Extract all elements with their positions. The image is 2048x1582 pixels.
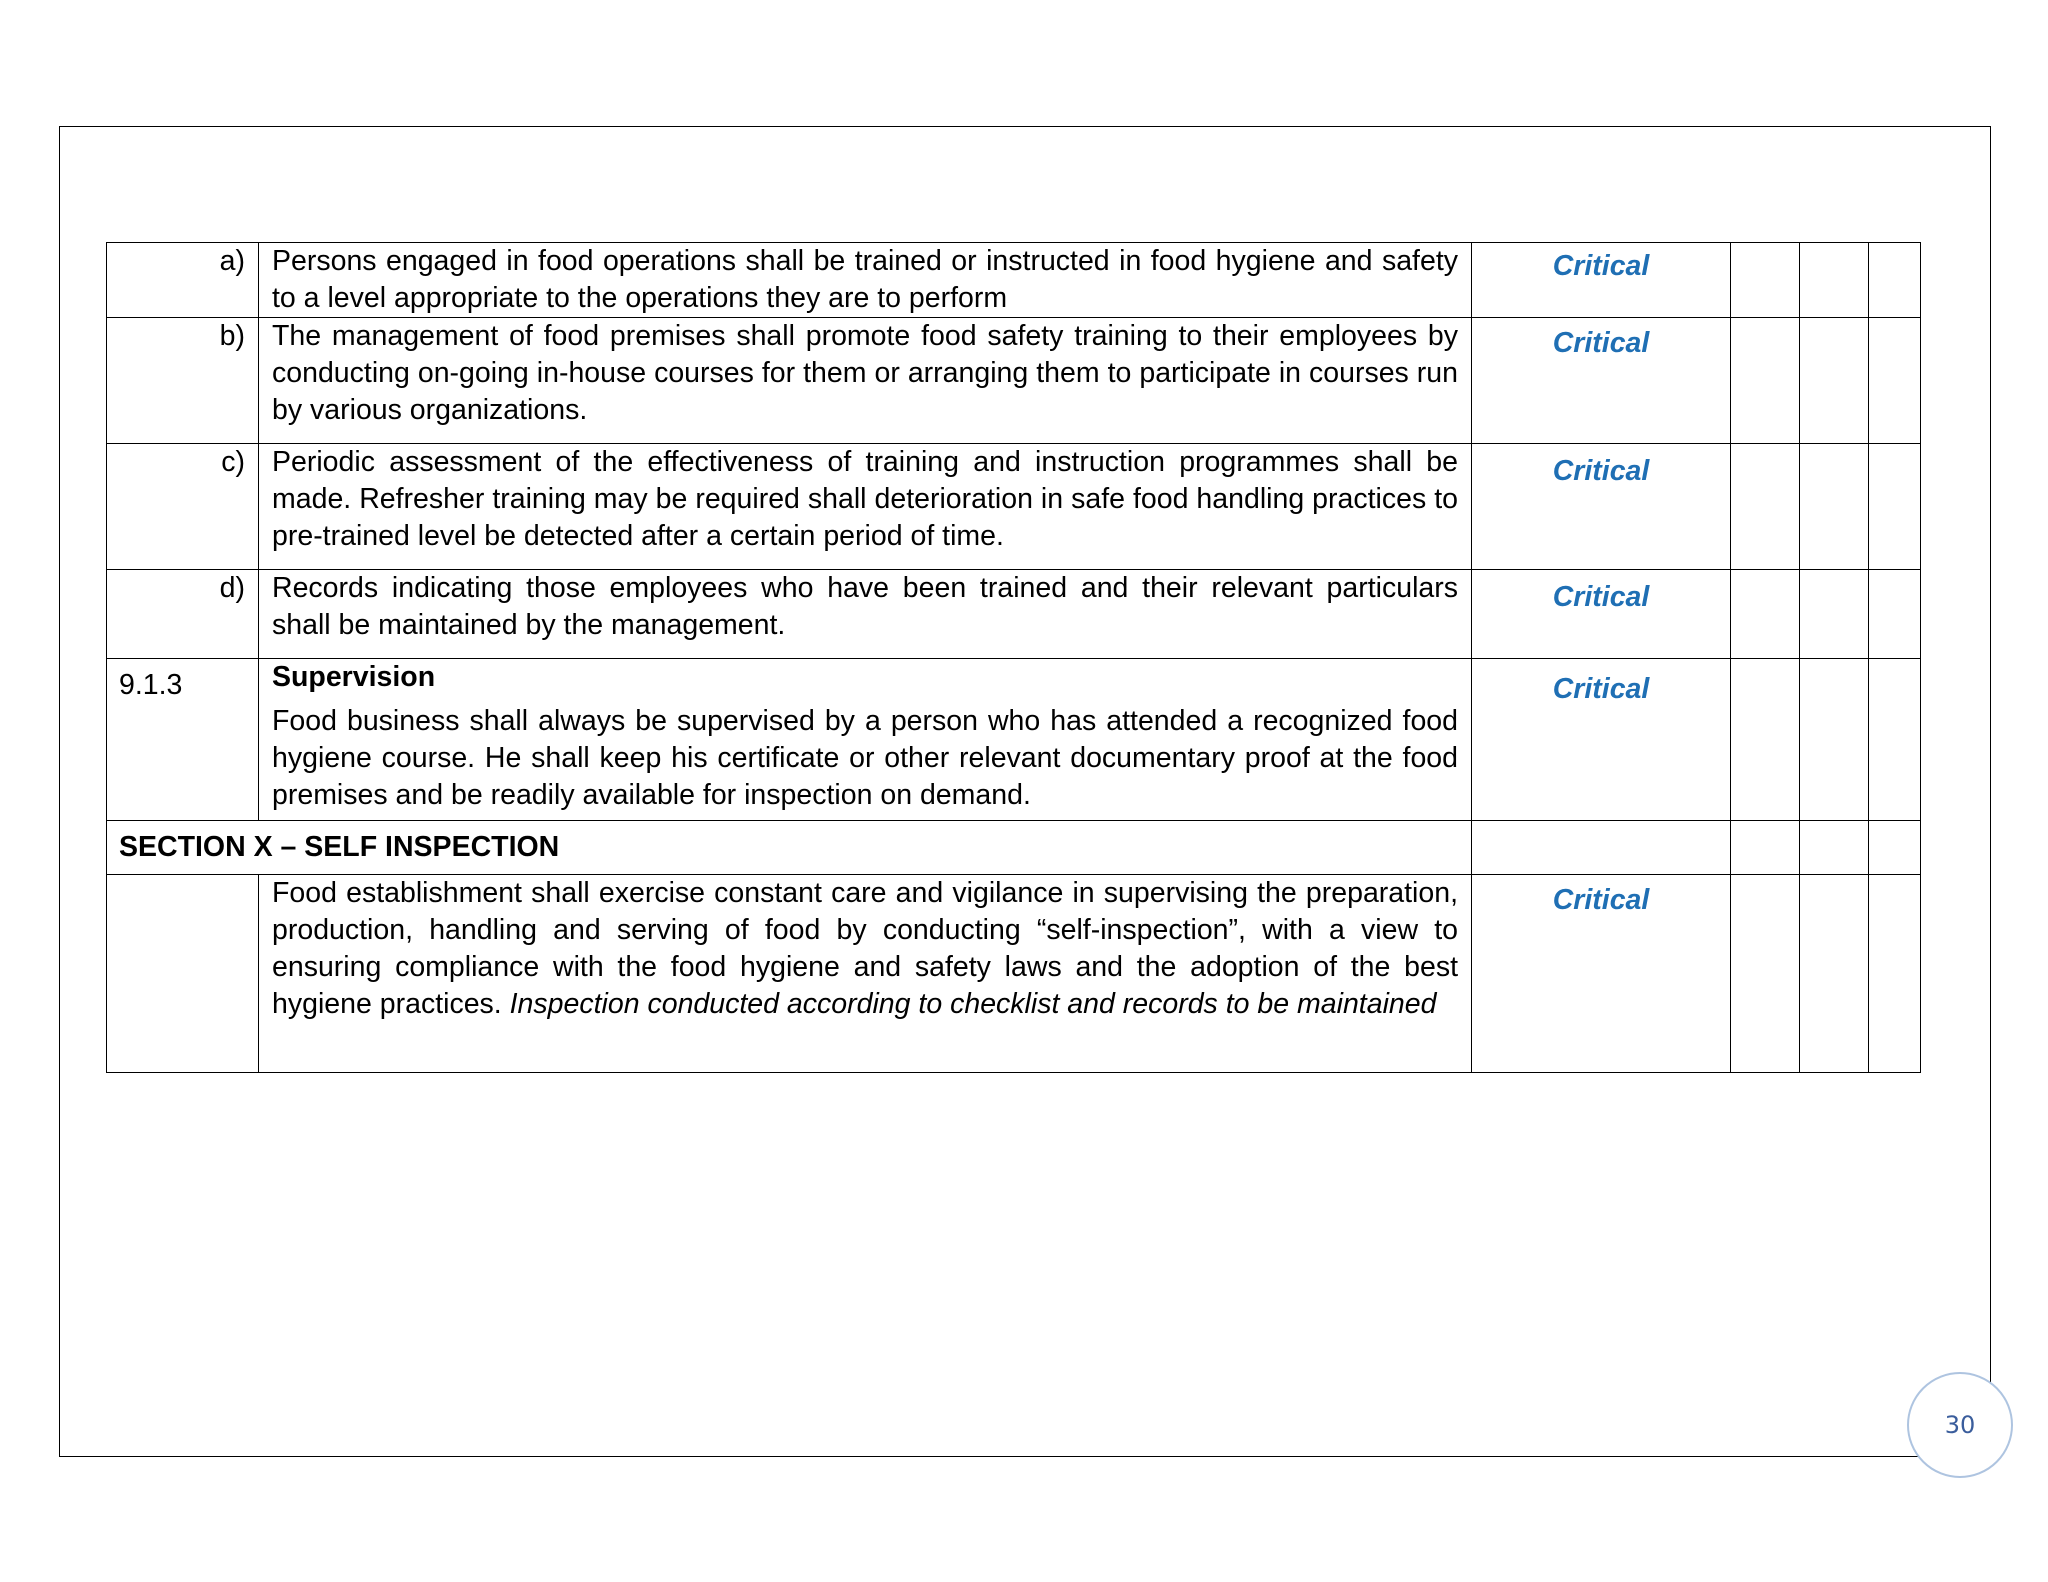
checkbox-cell[interactable] [1731, 875, 1800, 1073]
checkbox-cell[interactable] [1800, 444, 1869, 570]
checkbox-cell[interactable] [1800, 570, 1869, 659]
checkbox-cell[interactable] [1869, 821, 1921, 875]
requirement-note: Inspection conducted according to checklist and records to be maintained [509, 988, 1437, 1020]
item-number: b) [107, 318, 259, 444]
item-number: a) [107, 243, 259, 318]
critical-rating: Critical [1472, 318, 1731, 444]
checkbox-cell[interactable] [1731, 570, 1800, 659]
critical-rating: Critical [1472, 659, 1731, 821]
table-row [107, 444, 1921, 570]
requirement-text: Food establishment shall exercise constant care and vigilance in supervising the preparation, production, handling and serving of food by conducting “self-inspection”, with a view to ensuring compliance with the food hygiene and safety laws and the adoption of the best hygiene practices. [272, 877, 1458, 1020]
clause-number: 9.1.3 [107, 659, 259, 821]
critical-rating: Critical [1472, 570, 1731, 659]
table-row [107, 243, 1921, 318]
page-number: 30 [1944, 1411, 1976, 1439]
table-row [107, 659, 1921, 821]
section-row [107, 821, 1921, 875]
page-number-badge [1907, 1372, 2013, 1478]
checkbox-cell[interactable] [1800, 875, 1869, 1073]
critical-rating: Critical [1472, 243, 1731, 318]
requirement-cell [259, 875, 1472, 1073]
checkbox-cell[interactable] [1731, 821, 1800, 875]
critical-rating: Critical [1472, 875, 1731, 1073]
rating-cell [1472, 821, 1731, 875]
section-heading: SECTION X – SELF INSPECTION [107, 821, 1472, 875]
checkbox-cell[interactable] [1800, 318, 1869, 444]
checkbox-cell[interactable] [1731, 243, 1800, 318]
requirement-text: Periodic assessment of the effectiveness of training and instruction programmes shall be made. Refresher training may be required shall deterioration in safe food handling practices to pre-trained level be detected after a certain period of time. [259, 444, 1472, 570]
checkbox-cell[interactable] [1869, 318, 1921, 444]
checkbox-cell[interactable] [1800, 659, 1869, 821]
requirement-text: The management of food premises shall promote food safety training to their employees by conducting on-going in-house courses for them or arranging them to participate in courses run by various organizations. [259, 318, 1472, 444]
table-row [107, 318, 1921, 444]
item-number [107, 875, 259, 1073]
checklist-table [106, 242, 1921, 1073]
checkbox-cell[interactable] [1800, 821, 1869, 875]
checkbox-cell[interactable] [1731, 444, 1800, 570]
requirement-cell [259, 659, 1472, 821]
checkbox-cell[interactable] [1869, 570, 1921, 659]
requirement-text: Food business shall always be supervised by a person who has attended a recognized food hygiene course. He shall keep his certificate or other relevant documentary proof at the food premises and be readily available for inspection on demand. [272, 705, 1458, 811]
table-row [107, 875, 1921, 1073]
item-number: c) [107, 444, 259, 570]
critical-rating: Critical [1472, 444, 1731, 570]
clause-heading: Supervision [272, 661, 436, 693]
requirement-text: Persons engaged in food operations shall be trained or instructed in food hygiene and safety to a level appropriate to the operations they are to perform [259, 243, 1472, 318]
checkbox-cell[interactable] [1869, 444, 1921, 570]
checkbox-cell[interactable] [1869, 243, 1921, 318]
item-number: d) [107, 570, 259, 659]
checkbox-cell[interactable] [1731, 659, 1800, 821]
checkbox-cell[interactable] [1731, 318, 1800, 444]
requirement-text: Records indicating those employees who have been trained and their relevant particulars shall be maintained by the management. [259, 570, 1472, 659]
checkbox-cell[interactable] [1869, 875, 1921, 1073]
checkbox-cell[interactable] [1800, 243, 1869, 318]
checkbox-cell[interactable] [1869, 659, 1921, 821]
table-row [107, 570, 1921, 659]
